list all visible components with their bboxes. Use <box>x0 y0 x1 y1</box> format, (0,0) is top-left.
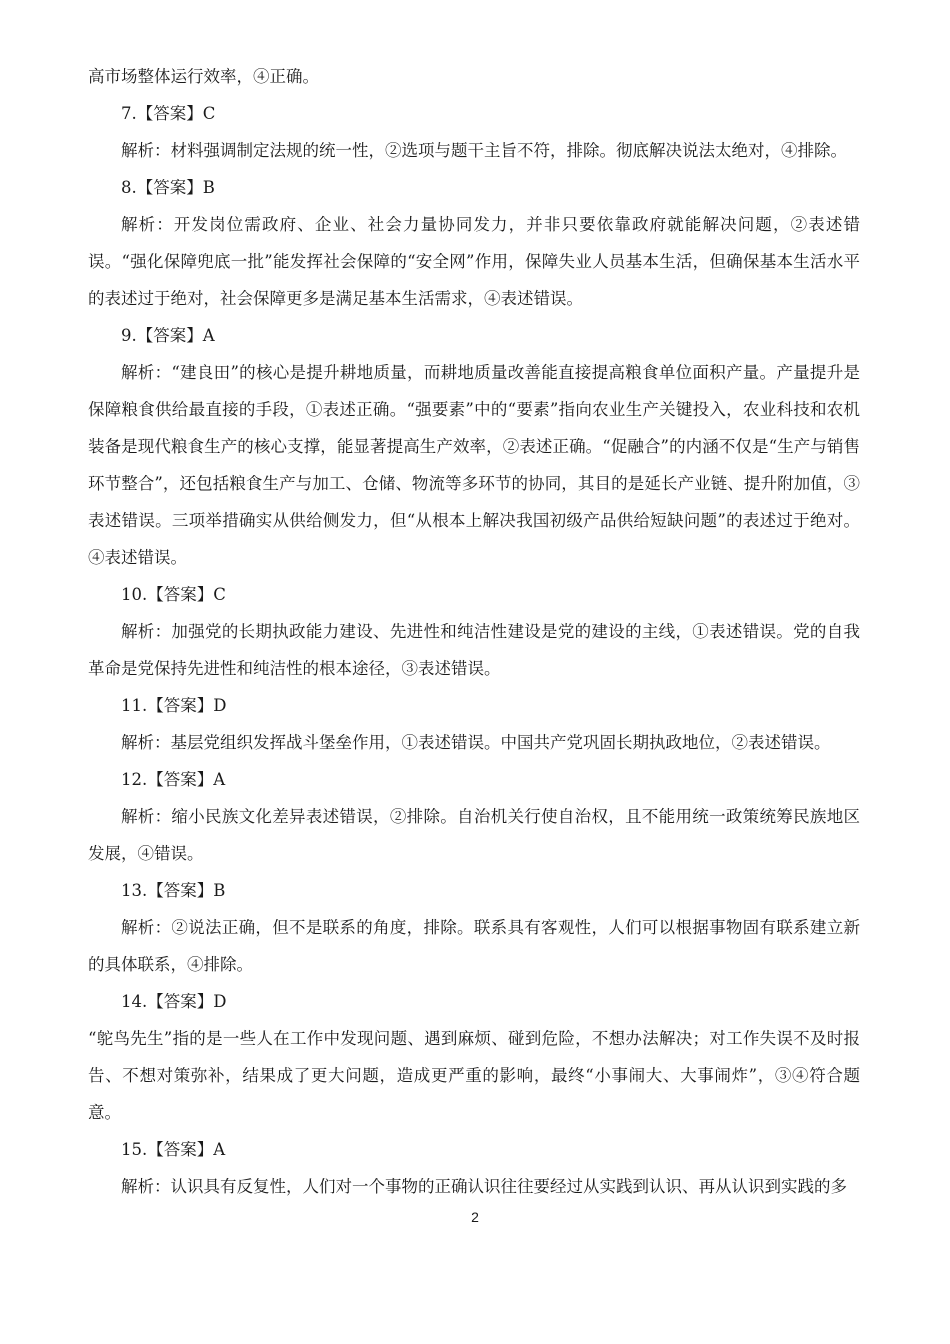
answer-label: 12.【答案】A <box>121 770 226 789</box>
explanation-paragraph: 解析：认识具有反复性，人们对一个事物的正确认识往往要经过从实践到认识、再从认识到实践的多 <box>121 1177 847 1196</box>
continued-paragraph: 高市场整体运行效率，④正确。 <box>88 67 319 86</box>
answer-label: 14.【答案】D <box>121 992 227 1011</box>
answer-label: 13.【答案】B <box>121 881 226 900</box>
answer-item-9 <box>88 317 860 576</box>
answer-label: 7.【答案】C <box>121 104 216 123</box>
answer-item-13 <box>88 872 860 983</box>
answer-item-15 <box>88 1131 860 1205</box>
explanation-paragraph: 解析：②说法正确，但不是联系的角度，排除。联系具有客观性，人们可以根据事物固有联系建立新的具体联系，④排除。 <box>88 918 860 974</box>
answer-item-11 <box>88 687 860 761</box>
explanation-paragraph: 解析：开发岗位需政府、企业、社会力量协同发力，并非只要依靠政府就能解决问题，②表述错误。“强化保障兜底一批”能发挥社会保障的“安全网”作用，保障失业人员基本生活，但确保基本生活水平的表述过于绝对，社会保障更多是满足基本生活需求，④表述错误。 <box>88 215 860 308</box>
explanation-paragraph: 解析：加强党的长期执政能力建设、先进性和纯洁性建设是党的建设的主线，①表述错误。党的自我革命是党保持先进性和纯洁性的根本途径，③表述错误。 <box>88 622 860 678</box>
explanation-paragraph: 解析：缩小民族文化差异表述错误，②排除。自治机关行使自治权，且不能用统一政策统筹民族地区发展，④错误。 <box>88 807 860 863</box>
answer-label: 15.【答案】A <box>121 1140 226 1159</box>
answer-item-12 <box>88 761 860 872</box>
answer-item-14 <box>88 983 860 1131</box>
explanation-paragraph: 解析：材料强调制定法规的统一性，②选项与题干主旨不符，排除。彻底解决说法太绝对，④排除。 <box>121 141 847 160</box>
answer-item-10 <box>88 576 860 687</box>
explanation-paragraph: 解析：“建良田”的核心是提升耕地质量，而耕地质量改善能直接提高粮食单位面积产量。产量提升是保障粮食供给最直接的手段，①表述正确。“强要素”中的“要素”指向农业生产关键投入，农业科技和农机装备是现代粮食生产的核心支撑，能显著提高生产效率，②表述正确。“促融合”的内涵不仅是“生产与销售环节整合”，还包括粮食生产与加工、仓储、物流等多环节的协同，其目的是延长产业链、提升附加值，③表述错误。三项举措确实从供给侧发力，但“从根本上解决我国初级产品供给短缺问题”的表述过于绝对。④表述错误。 <box>88 363 860 567</box>
page-number: 2 <box>471 1209 479 1225</box>
answer-label: 8.【答案】B <box>121 178 215 197</box>
answer-label: 10.【答案】C <box>121 585 226 604</box>
explanation-paragraph: “鸵鸟先生”指的是一些人在工作中发现问题、遇到麻烦、碰到危险，不想办法解决；对工作失误不及时报告、不想对策弥补，结果成了更大问题，造成更严重的影响，最终“小事闹大、大事闹炸”，③④符合题意。 <box>88 1029 860 1122</box>
document-body <box>88 58 860 1205</box>
answer-item-7 <box>88 95 860 169</box>
explanation-paragraph: 解析：基层党组织发挥战斗堡垒作用，①表述错误。中国共产党巩固长期执政地位，②表述错误。 <box>121 733 831 752</box>
answer-item-8 <box>88 169 860 317</box>
answer-label: 11.【答案】D <box>121 696 227 715</box>
answer-label: 9.【答案】A <box>121 326 215 345</box>
